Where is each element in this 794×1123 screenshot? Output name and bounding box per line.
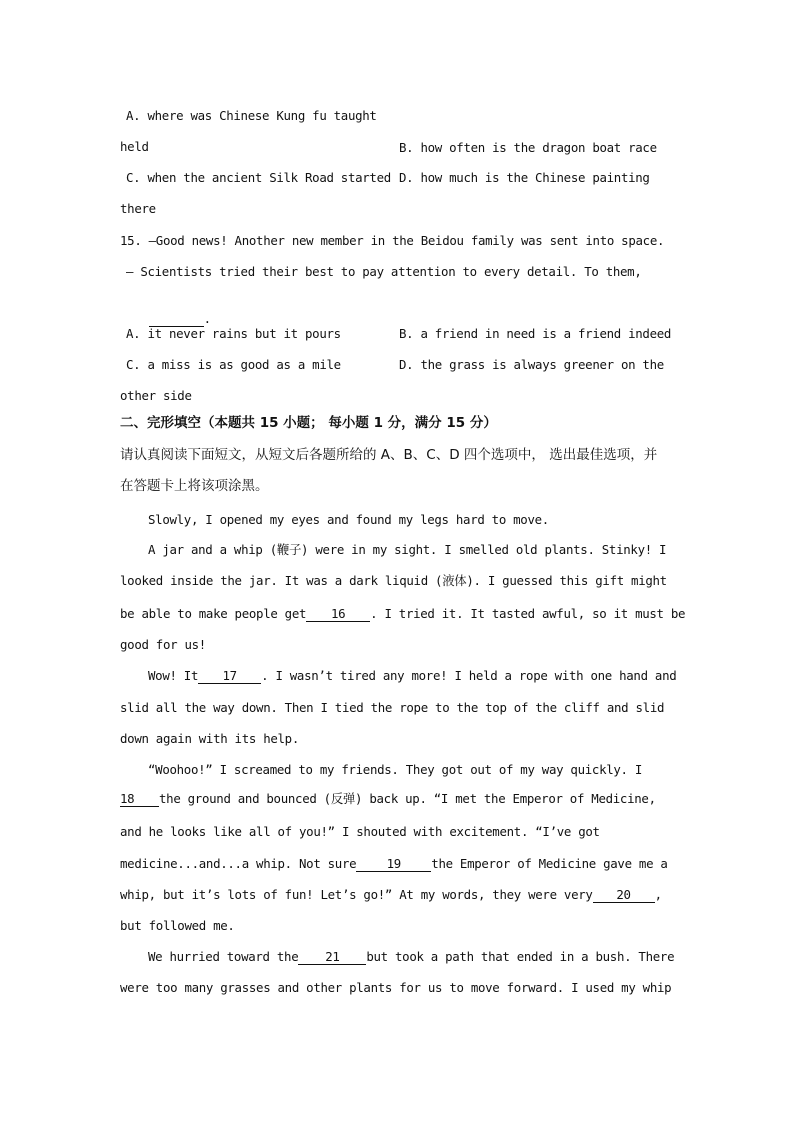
q15-blank-period: . — [203, 311, 211, 326]
q15-question-line1: 15. —Good news! Another new member in the Beidou family was sent into space. — [120, 233, 665, 248]
q14-option-c: C. when the ancient Silk Road started — [126, 170, 391, 185]
passage-p4-line1: “Woohoo!” I screamed to my friends. They got out of my way quickly. I — [148, 762, 643, 777]
section-heading: 二、完形填空（本题共 15 小题； 每小题 1 分，满分 15 分） — [120, 415, 497, 431]
passage-p2-line3-end: . I tried it. It tasted awful, so it must be — [370, 606, 686, 621]
passage-p4-line3: and he looks like all of you!” I shouted with excitement. “I’ve got — [120, 824, 600, 839]
passage-p4-line5-start: whip, but it’s lots of fun! Let’s go!” At my words, they were very — [120, 887, 593, 902]
passage-p3-line2: slid all the way down. Then I tied the rope to the top of the cliff and slid — [120, 700, 665, 715]
q15-option-a: A. it never rains but it pours — [126, 326, 341, 341]
passage-p5-line2: were too many grasses and other plants for us to move forward. I used my whip — [120, 980, 672, 995]
blank-18[interactable]: 18 — [120, 792, 159, 807]
passage-p4-line4-start: medicine...and...a whip. Not sure — [120, 856, 357, 871]
passage-p2-line4: good for us! — [120, 637, 206, 652]
passage-p4-line6: but followed me. — [120, 918, 235, 933]
passage-paragraph-1: Slowly, I opened my eyes and found my legs hard to move. — [148, 512, 549, 527]
q14-option-d: D. how much is the Chinese painting — [399, 170, 650, 185]
passage-p4-line5 — [120, 887, 662, 903]
passage-p4-line4-end: the Emperor of Medicine gave me a — [431, 856, 668, 871]
section-instructions-line1: 请认真阅读下面短文，从短文后各题所给的 A、B、C、D 四个选项中， 选出最佳选项，并 — [120, 447, 658, 463]
passage-p2-line3 — [120, 606, 685, 622]
q15-option-d-continued: other side — [120, 388, 192, 403]
passage-p3-line1 — [148, 668, 676, 684]
blank-19[interactable]: 19 — [356, 857, 431, 872]
passage-p2-line3-start: be able to make people get — [120, 606, 307, 621]
q14-option-a: A. where was Chinese Kung fu taught — [126, 108, 377, 123]
blank-17[interactable]: 17 — [198, 669, 261, 684]
passage-p4-line4 — [120, 856, 668, 872]
blank-16[interactable]: 16 — [306, 607, 370, 622]
passage-p4-line5-end: , — [654, 887, 662, 902]
passage-p5-line1-end: but took a path that ended in a bush. There — [366, 949, 675, 964]
passage-p4-line2 — [120, 791, 656, 807]
q15-answer-blank[interactable] — [149, 312, 204, 327]
passage-p2-line2: looked inside the jar. It was a dark liquid (液体). I guessed this gift might — [120, 573, 667, 588]
blank-21[interactable]: 21 — [298, 950, 366, 965]
q15-option-d: D. the grass is always greener on the — [399, 357, 664, 372]
q14-option-b-text: B. how often is the dragon boat race — [399, 140, 657, 155]
q15-option-c: C. a miss is as good as a mile — [126, 357, 341, 372]
passage-p5-line1 — [148, 949, 674, 965]
passage-p2-line1: A jar and a whip (鞭子) were in my sight. I smelled old plants. Stinky! I — [148, 542, 667, 557]
passage-p3-line1-start: Wow! It — [148, 668, 199, 683]
section-instructions-line2: 在答题卡上将该项涂黑。 — [120, 478, 269, 494]
blank-20[interactable]: 20 — [593, 888, 655, 903]
q14-option-b-continued: held — [120, 139, 149, 154]
passage-p3-line3: down again with its help. — [120, 731, 299, 746]
q14-option-d-continued: there — [120, 201, 156, 216]
passage-p4-line2-end: the ground and bounced (反弹) back up. “I met the Emperor of Medicine, — [159, 791, 656, 806]
q15-option-b: B. a friend in need is a friend indeed — [399, 326, 672, 341]
passage-p3-line1-end: . I wasn’t tired any more! I held a rope with one hand and — [261, 668, 677, 683]
q15-question-line2: — Scientists tried their best to pay attention to every detail. To them, — [126, 264, 642, 279]
passage-p5-line1-start: We hurried toward the — [148, 949, 299, 964]
